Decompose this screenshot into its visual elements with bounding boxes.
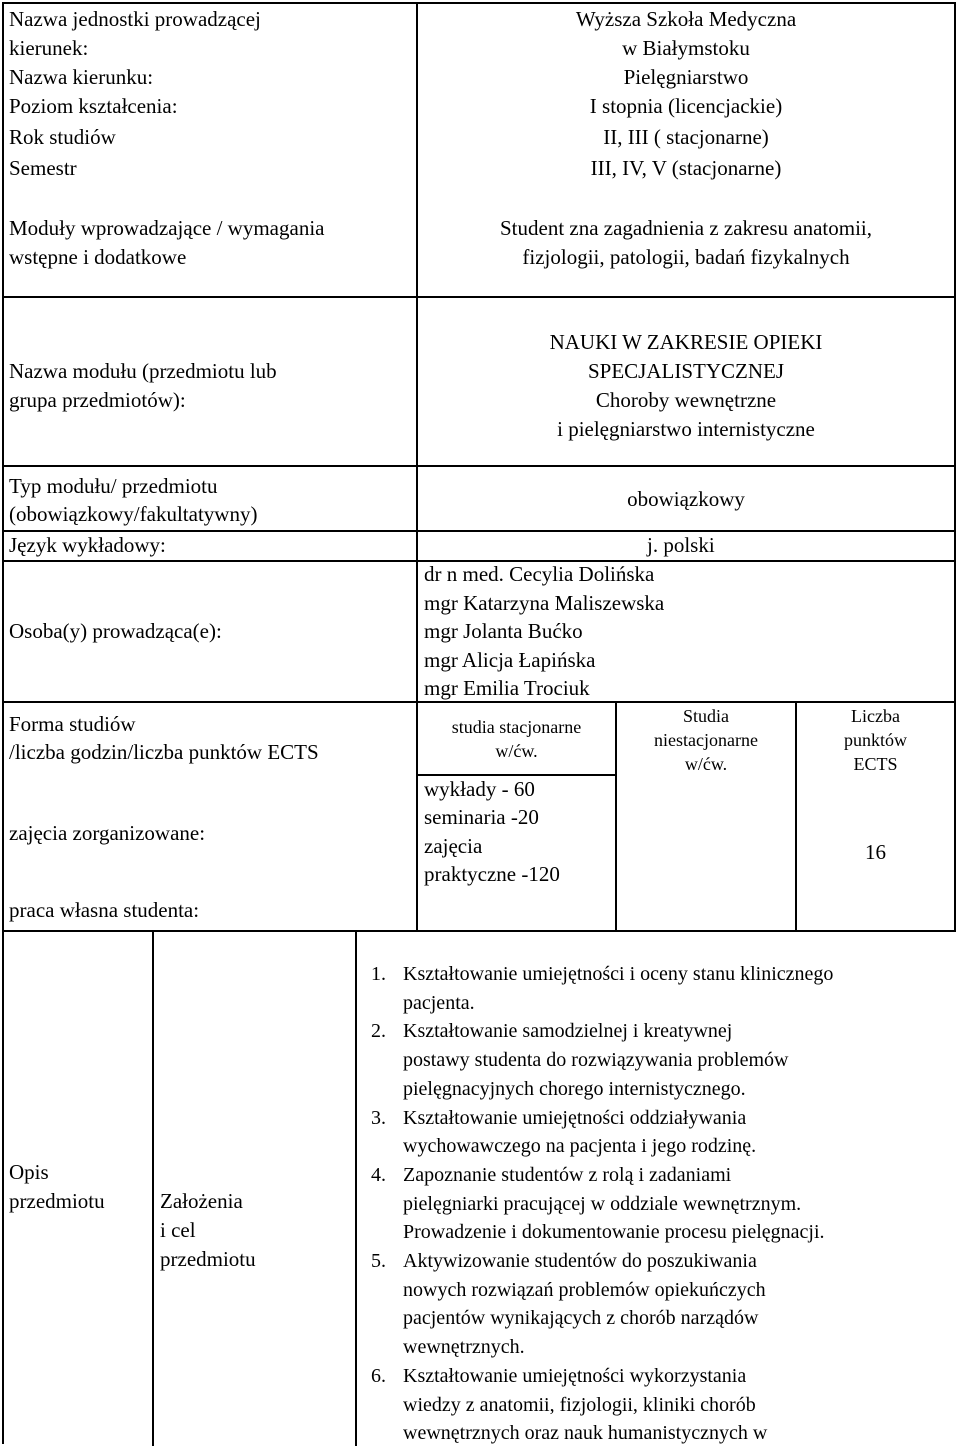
module-type-label-line1: Typ modułu/ przedmiotu — [9, 474, 218, 498]
header-label-field: kierunek: — [9, 36, 89, 60]
list-item-number: 4. — [371, 1163, 386, 1186]
header-label-field-name: Nazwa kierunku: — [9, 65, 154, 89]
organized-classes-label: zajęcia zorganizowane: — [9, 821, 206, 845]
list-item-text: Kształtowanie samodzielnej i kreatywnej — [403, 1020, 733, 1043]
teachers-label: Osoba(y) prowadząca(e): — [9, 619, 222, 643]
form-label-line2: /liczba godzin/liczba punktów ECTS — [9, 740, 319, 764]
list-item-number: 5. — [371, 1250, 386, 1273]
part-time-header-line1: Studia — [682, 706, 729, 726]
list-item-text: Kształtowanie umiejętności i oceny stanu klinicznego — [403, 963, 834, 985]
header-label-level: Poziom kształcenia: — [9, 94, 178, 118]
description-label-line1: Opis — [9, 1160, 49, 1184]
list-item — [371, 1017, 929, 1103]
list-item-number: 6. — [371, 1364, 386, 1387]
part-time-header-line2: niestacjonarne — [654, 730, 758, 750]
list-item-number: 2. — [371, 1020, 386, 1043]
goals-label-line3: przedmiotu — [160, 1247, 256, 1271]
ects-value: 16 — [865, 840, 886, 864]
full-time-header-line2: w/ćw. — [495, 741, 538, 761]
form-label-line1: Forma studiów — [9, 712, 136, 736]
list-item — [371, 960, 929, 1017]
module-name-label-line1: Nazwa modułu (przedmiotu lub — [9, 359, 277, 383]
hours-practical-line2: praktyczne -120 — [424, 862, 560, 886]
list-item-number: 1. — [371, 963, 386, 985]
list-item-text: wewnętrznych oraz nauk humanistycznych w — [403, 1422, 768, 1445]
ects-header-line3: ECTS — [853, 754, 898, 774]
language-value: j. polski — [647, 533, 715, 557]
header-value-city: w Białymstoku — [622, 36, 750, 60]
teacher-name: mgr Alicja Łapińska — [424, 648, 596, 672]
hours-practical-line1: zajęcia — [424, 834, 483, 858]
list-item — [371, 1104, 929, 1161]
list-item-text: nowych rozwiązań problemów opiekuńczych — [403, 1278, 766, 1301]
prerequisites-label-line2: wstępne i dodatkowe — [9, 245, 187, 269]
list-item — [371, 1161, 929, 1247]
module-type-label-line2: (obowiązkowy/fakultatywny) — [9, 502, 258, 526]
list-item-text: wychowawczego na pacjenta i jego rodzinę. — [403, 1135, 757, 1158]
list-item-text: wiedzy z anatomii, fizjologii, kliniki chorób — [403, 1393, 756, 1416]
teacher-name: dr n med. Cecylia Dolińska — [424, 562, 655, 586]
prerequisites-value-line1: Student zna zagadnienia z zakresu anatomii, — [499, 216, 872, 240]
list-item-text: wewnętrznych. — [403, 1336, 525, 1359]
module-name-value-line2: SPECJALISTYCZNEJ — [587, 359, 785, 383]
goals-label-line2: i cel — [160, 1218, 196, 1242]
list-item-number: 3. — [371, 1106, 386, 1129]
list-item-text: pacjentów wynikających z chorób narządów — [403, 1307, 759, 1330]
ects-header-line1: Liczba — [851, 706, 900, 726]
list-item — [371, 1247, 929, 1362]
list-item-text: pielęgniarki pracującej w oddziale wewnętrznym. — [403, 1192, 802, 1215]
part-time-header-line3: w/ćw. — [684, 754, 728, 774]
list-item-text: Kształtowanie umiejętności wykorzystania — [403, 1364, 747, 1387]
header-value-year: II, III ( stacjonarne) — [603, 125, 769, 149]
header-label-year: Rok studiów — [9, 125, 116, 149]
header-label-semester: Semestr — [9, 156, 77, 180]
prerequisites-value-line2: fizjologii, patologii, badań fizykalnych — [522, 245, 850, 269]
hours-lectures: wykłady - 60 — [424, 777, 535, 801]
teacher-name: mgr Jolanta Bućko — [424, 619, 583, 643]
module-type-value: obowiązkowy — [627, 487, 745, 511]
list-item-text: postawy studenta do rozwiązywania problemów — [403, 1049, 789, 1072]
description-label-line2: przedmiotu — [9, 1189, 105, 1213]
header-value-field: Pielęgniarstwo — [623, 65, 749, 89]
module-name-label-line2: grupa przedmiotów): — [9, 388, 186, 412]
header-label-unit: Nazwa jednostki prowadzącej — [9, 7, 261, 31]
teacher-name: mgr Emilia Trociuk — [424, 676, 590, 700]
list-item-text: Zapoznanie studentów z rolą i zadaniami — [403, 1163, 732, 1186]
teacher-name: mgr Katarzyna Maliszewska — [424, 591, 665, 615]
list-item-text: Kształtowanie umiejętności oddziaływania — [403, 1106, 747, 1129]
list-item — [371, 1362, 929, 1448]
self-study-label: praca własna studenta: — [9, 898, 200, 922]
header-value-semester: III, IV, V (stacjonarne) — [590, 156, 782, 180]
prerequisites-label-line1: Moduły wprowadzające / wymagania — [9, 216, 325, 240]
list-item-text: Aktywizowanie studentów do poszukiwania — [403, 1250, 757, 1273]
module-name-value-line4: i pielęgniarstwo internistyczne — [557, 417, 815, 441]
list-item-text: Prowadzenie i dokumentowanie procesu pielęgnacji. — [403, 1221, 825, 1244]
ects-header-line2: punktów — [844, 730, 907, 750]
header-value-level: I stopnia (licencjackie) — [589, 94, 783, 118]
objectives-list — [371, 960, 929, 1448]
list-item-text: pacjenta. — [403, 991, 475, 1014]
hours-seminars: seminaria -20 — [424, 805, 539, 829]
language-label: Język wykładowy: — [9, 533, 166, 557]
module-name-value-line1: NAUKI W ZAKRESIE OPIEKI — [549, 330, 823, 354]
full-time-header-line1: studia stacjonarne — [451, 717, 582, 737]
header-value-school: Wyższa Szkoła Medyczna — [575, 7, 797, 31]
list-item-text: pielęgnacyjnych chorego internistycznego. — [403, 1077, 746, 1100]
module-name-value-line3: Choroby wewnętrzne — [595, 388, 777, 412]
goals-label-line1: Założenia — [160, 1189, 243, 1213]
